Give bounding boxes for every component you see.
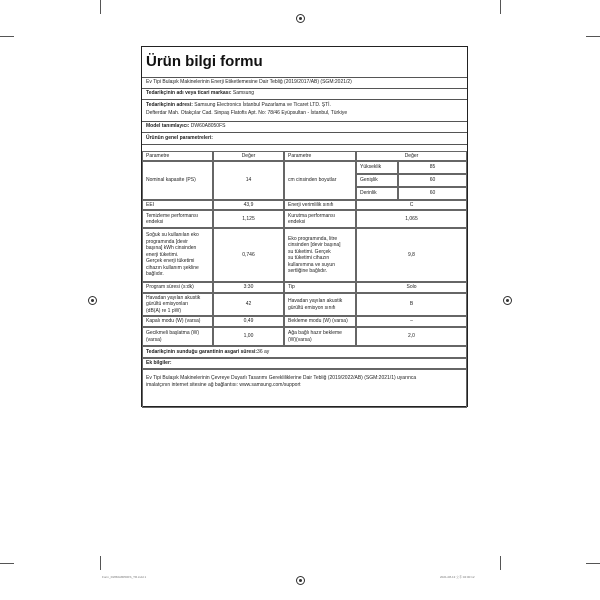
form-title: Ürün bilgi formu	[146, 53, 263, 70]
parameters-table	[142, 151, 467, 424]
water-consumption-label	[284, 228, 356, 282]
height-value: 85	[398, 161, 467, 174]
cleaning-performance-label	[142, 210, 213, 228]
noise-emission-label	[142, 293, 213, 316]
energy-class-value: C	[356, 200, 467, 210]
standby-mode-label: Bekleme modu (W) (varsa)	[284, 316, 356, 327]
drying-performance-value: 1,065	[356, 210, 467, 228]
page-footer-right: 2021-08-13 오후 02:00:12	[440, 575, 475, 579]
crop-mark	[100, 556, 101, 570]
delay-start-text: Gecikmeli başlatma (W) (varsa)	[146, 330, 200, 343]
crop-mark	[586, 563, 600, 564]
divider	[142, 144, 467, 145]
eei-label: EEI	[142, 200, 213, 210]
crop-mark	[0, 36, 14, 37]
crop-mark	[586, 36, 600, 37]
width-label: Genişlik	[356, 174, 398, 187]
crop-mark	[100, 0, 101, 14]
dimensions-label: cm cinsinden boyutlar	[284, 161, 356, 200]
noise-class-text: Havadan yayılan akustik gürültü emisyon sınıfı	[288, 298, 343, 311]
header-value: Değer	[356, 151, 467, 161]
noise-class-value: B	[356, 293, 467, 316]
divider	[142, 88, 467, 89]
networked-standby-label	[284, 327, 356, 346]
supplier-name-label: Tedarikçinin adı veya ticari markası:	[146, 90, 232, 96]
program-duration-label: Program süresi (s:dk)	[142, 282, 213, 293]
divider	[142, 132, 467, 133]
guarantee-label: Tedarikçinin sunduğu garantinin asgari süresi:	[146, 348, 258, 355]
energy-consumption-text: Soğuk su kullanılan eko programında [devir başına] kWh cinsinden enerji tüketimi. Gerçek enerji tüketimi cihazın kullanım şekline bağlıdır.	[146, 232, 199, 278]
capacity-value: 14	[213, 161, 284, 200]
supplier-name-value: Samsung	[231, 90, 255, 96]
product-information-sheet	[141, 46, 468, 407]
water-consumption-text: Eko programında, litre cinsinden [devir başına] su tüketimi. Gerçek su tüketimi cihazın kullanımına ve suyun sertliğine bağlıdır.	[288, 235, 341, 274]
height-label: Yükseklik	[356, 161, 398, 174]
model-label: Model tanımlayıcı:	[146, 123, 190, 129]
width-value: 60	[398, 174, 467, 187]
regulation-text: Ev Tipi Bulaşık Makinelerinin Enerji Etiketlemesine Dair Tebliğ (2019/2017/AB) (SGM:2021/2)	[146, 79, 352, 85]
drying-performance-text: Kurutma performansı endeksi	[288, 212, 335, 225]
extra-info-box	[142, 369, 467, 408]
eei-value: 43,9	[213, 200, 284, 210]
divider	[142, 99, 467, 100]
noise-class-label	[284, 293, 356, 316]
registration-mark	[296, 14, 305, 23]
registration-mark	[296, 576, 305, 585]
header-parameter: Parametre	[284, 151, 356, 161]
energy-consumption-value: 0,746	[213, 228, 284, 282]
registration-mark	[503, 296, 512, 305]
crop-mark	[500, 556, 501, 570]
off-mode-label: Kapalı modu (W) (varsa)	[142, 316, 213, 327]
energy-consumption-label	[142, 228, 213, 282]
drying-performance-label	[284, 210, 356, 228]
crop-mark	[500, 0, 501, 14]
divider	[142, 121, 467, 122]
networked-standby-text: Ağa bağlı hazır bekleme (W)(varsa)	[288, 330, 342, 343]
supplier-address-line1: Samsung Electronics İstanbul Pazarlama ve Ticaret LTD. ŞTİ.	[192, 102, 331, 108]
extra-info-label: Ek bilgiler:	[142, 358, 467, 369]
divider	[142, 77, 467, 78]
extra-info-line2: imalatçının internet sitesine ağ bağlantısı: www.samsung.com/support	[146, 381, 301, 388]
noise-emission-text: Havadan yayılan akustik gürültü emisyonları (dB(A) re 1 pW)	[146, 294, 201, 314]
supplier-address	[146, 102, 331, 109]
model-value: DW60A8050FS	[189, 123, 226, 129]
extra-info-line1: Ev Tipi Bulaşık Makinelerinin Çevreye Duyarlı Tasarımı Gerekliliklerine Dair Tebliğ (2019/2022/AB) (SGM:2021/1) uyarınca	[146, 375, 417, 381]
depth-label: Derinlik	[356, 187, 398, 200]
general-params-label: Ürünün genel parametreleri:	[146, 135, 213, 141]
cleaning-performance-text: Temizleme performansı endeksi	[146, 212, 198, 225]
off-mode-value: 0,49	[213, 316, 284, 327]
supplier-name	[146, 90, 254, 97]
depth-value: 60	[398, 187, 467, 200]
page-footer-left: Form_DW60A8050FS_TR.indd 1	[102, 575, 147, 579]
type-label: Tip	[284, 282, 356, 293]
supplier-address-line2: Defterdar Mah. Otakçılar Cad. Sinpaş Flatofis Apt. No: 78/46 Eyüpsultan - İstanbul, Türkiye	[146, 110, 348, 116]
registration-mark	[88, 296, 97, 305]
crop-mark	[0, 563, 14, 564]
cleaning-performance-value: 1,125	[213, 210, 284, 228]
model-identifier	[146, 123, 225, 130]
standby-mode-value: –	[356, 316, 467, 327]
delay-start-value: 1,00	[213, 327, 284, 346]
supplier-address-label: Tedarikçinin adresi:	[146, 102, 193, 108]
noise-emission-value: 42	[213, 293, 284, 316]
water-consumption-value: 9,8	[356, 228, 467, 282]
type-value: Solo	[356, 282, 467, 293]
program-duration-value: 3:30	[213, 282, 284, 293]
header-value: Değer	[213, 151, 284, 161]
guarantee-value: 36 ay	[257, 348, 270, 355]
delay-start-label	[142, 327, 213, 346]
header-parameter: Parametre	[142, 151, 213, 161]
energy-class-label: Enerji verimlilik sınıfı	[284, 200, 356, 210]
capacity-label: Nominal kapasite (PS)	[142, 161, 213, 200]
guarantee-row	[142, 346, 467, 358]
networked-standby-value: 2,0	[356, 327, 467, 346]
